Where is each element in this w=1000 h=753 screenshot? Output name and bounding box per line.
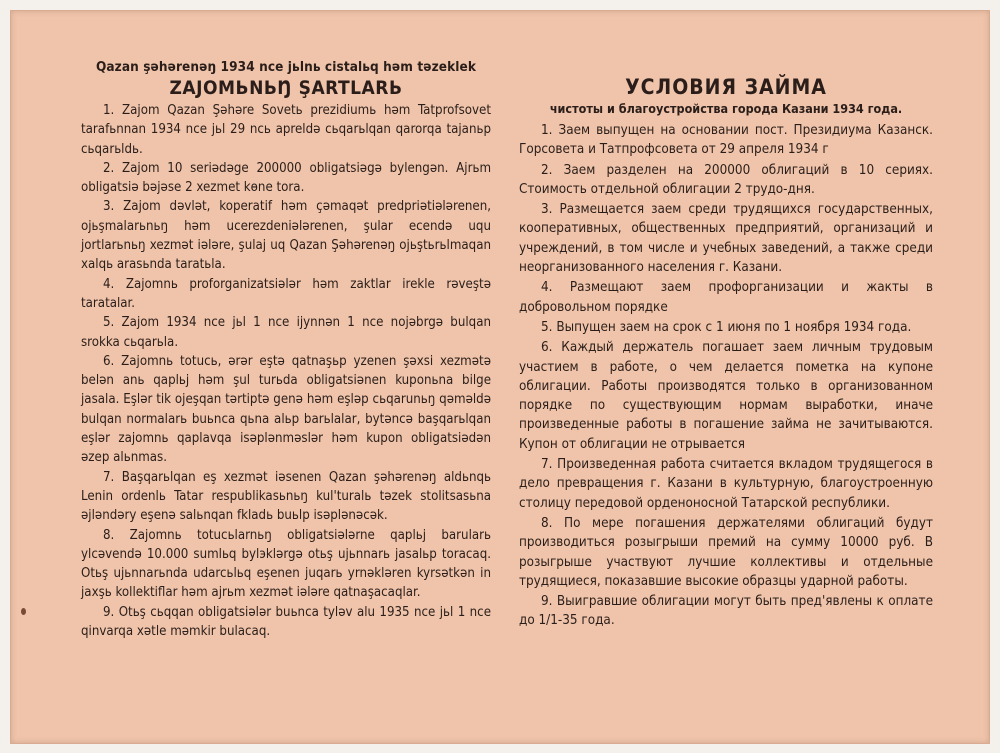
russian-paragraph-9: 9. Выигравшие облигации могут быть пред'явлены к оплате до 1/1-35 года. <box>519 594 933 629</box>
tatar-paragraph-2: 2. Zajom 10 seriədəge 200000 obligatsiəgə bylengən. Ajrьm obligatsiə bəjəse 2 xezmet kөne tora. <box>81 160 491 196</box>
tatar-paragraph-4: 4. Zajomnь proforganizatsiələr həm zaktlar irekle rəveştə taratalar. <box>81 276 491 311</box>
russian-paragraph-3: 3. Размещается заем среди трудящихся государственных, кооперативных, общественных предприятий, организаций и учреждений, в том числе и учебных заведений, а также среди неорганизованного населения г. Казани. <box>519 202 933 276</box>
tatar-supertitle: Qazan şəhərenəŋ 1934 nce jьlnь cistalьq həm təzeklek <box>95 59 477 75</box>
tatar-paragraph-8: 8. Zajomnь totucьlarnьŋ obligatsiələrne qaplьj barularь ylcəvendə 10.000 sumlьq bylэklərgə otьş ujьnnarь jasalьp toracaq. Otьş ujьnnarьnda udarcьlьq eşenen juqarь yrnəklərеn kyrsətkən in jaxşь kollektiflar həm ajrьm xezmət iələre qatnaşacaqlar. <box>81 527 491 601</box>
russian-paragraph-6: 6. Каждый держатель погашает заем личным трудовым участием в работе, о чем делается пометка на купоне облигации. Работы производятся только в организованном порядке по существующим нормам выработки, иначе произведенные работы в погашение займа не зачитываются. Купон от облигации не отрывается <box>519 340 933 452</box>
russian-paragraph-8: 8. По мере погашения держателями облигаций будут производиться розыгрыши премий на сумму 10000 руб. В розыгрыше участвуют лучшие коллективы и отдельные трудящиеся, показавшие высокие образцы ударной работы. <box>519 515 933 589</box>
ink-spot <box>21 608 26 615</box>
russian-title: УСЛОВИЯ ЗАЙМА <box>625 75 827 99</box>
tatar-paragraph-6: 6. Zajomnь totucь, ərər eştə qatnaşьp yzenen şəxsi xezmətə belən anь qaplьj həm şul turьda obligatsiənen kuponьna bilge jasala. Eşlər tik ojeşqan tərtiptə genə həm eşləp cьqarunьŋ qəməldə bulqan normalarь buьnca qьna alьp barьlalar, bytəncə başqarьlqan eşlər zajomnь qaplavqa isəplənməslər həm kupon obligatsiədən əzep alьnmas. <box>81 353 491 466</box>
russian-paragraph-4: 4. Размещают заем профорганизации и жакты в добровольном порядке <box>519 280 933 315</box>
tatar-paragraph-3: 3. Zajom dəvlət, koperatif həm çəmaqət predpriətiələrenen, ojьşmalarьnьŋ həm ucerezdeniələrenen, şular ecendə uqu jortlarьnьŋ xezmət iələre, şulaj uq Qazan Şəhərenəŋ ojьştьrьlmaqan xalqь arasьnda taratьla. <box>81 199 491 273</box>
tatar-column <box>81 59 491 641</box>
russian-paragraph-1: 1. Заем выпущен на основании пост. Президиума Казанск. Горсовета и Татпрофсовета от 29 апреля 1934 г <box>519 123 933 158</box>
russian-paragraph-5: 5. Выпущен заем на срок с 1 июня по 1 ноября 1934 года. <box>541 319 912 335</box>
russian-paragraph-2: 2. Заем разделен на 200000 облигаций в 10 сериях. Стоимость отдельной облигации 2 трудо-дня. <box>519 162 933 197</box>
russian-subtitle: чистоты и благоустройства города Казани 1934 года. <box>549 101 903 116</box>
loan-document-sheet <box>10 10 990 744</box>
tatar-title: ZAJOMЬNЬŊ ŞARTLARЬ <box>169 77 403 99</box>
tatar-paragraph-9: 9. Otьş cьqqan obligatsiələr buьnca tyləv alu 1935 nce jьl 1 nce qinvarqa xətle məmkir bulacaq. <box>81 604 491 640</box>
tatar-paragraph-7: 7. Başqarьlqan eş xezmət iəsenen Qazan şəhərenəŋ aldьnqь Lenin ordenlь Tatar respublikasьnьŋ kul'turalь təzek stolitsasьna əjləndəry eşenə salьnqan fkladь buьlp isəplənəcək. <box>81 469 491 524</box>
tatar-paragraph-5: 5. Zajom 1934 nce jьl 1 nce ijynnən 1 nce nojəbrgə bulqan srokka cьqarьla. <box>81 315 491 350</box>
russian-paragraph-7: 7. Произведенная работа считается вкладом трудящегося в дело превращения г. Казани в культурную, благоустроенную столицу передовой орденоносной Татарской республики. <box>519 457 933 511</box>
russian-column <box>519 59 933 632</box>
tatar-paragraph-1: 1. Zajom Qazan Şəhəre Sovetь prezidiumь həm Tatprofsovet tarafьnnan 1934 nce jьl 29 ncь apreldə cьqarьlqan qarorqa tajanьp cьqarьldь. <box>81 103 491 157</box>
